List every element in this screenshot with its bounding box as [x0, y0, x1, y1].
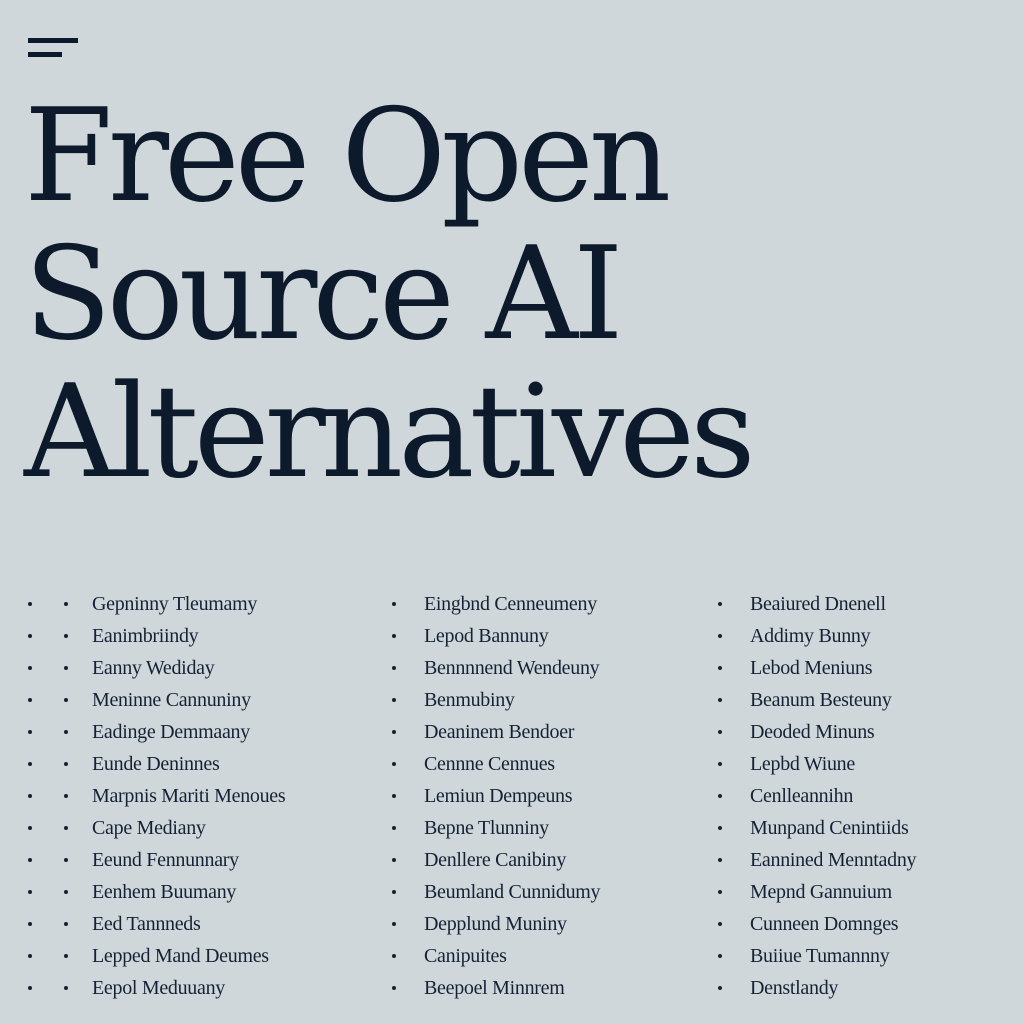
- list-item[interactable]: [392, 780, 600, 812]
- bullet-icon: [28, 794, 32, 798]
- list-item[interactable]: [392, 812, 600, 844]
- bullet-icon: [64, 698, 68, 702]
- list-item-label: Depplund Muniny: [424, 913, 567, 935]
- list-item[interactable]: [392, 972, 600, 1004]
- bullet-icon: [392, 954, 396, 958]
- bullet-icon: [28, 858, 32, 862]
- list-item-label: Lepbd Wiune: [750, 753, 855, 775]
- list-item-label: Deaninem Bendoer: [424, 721, 575, 743]
- bullet-icon: [718, 794, 722, 798]
- list-item-label: Cennne Cennues: [424, 753, 555, 775]
- list-item[interactable]: [28, 844, 285, 876]
- bullet-icon: [64, 602, 68, 606]
- list-item[interactable]: [718, 620, 916, 652]
- bullet-icon: [64, 986, 68, 990]
- bullet-icon: [28, 762, 32, 766]
- bullet-icon: [392, 794, 396, 798]
- bullet-icon: [718, 826, 722, 830]
- bullet-icon: [64, 922, 68, 926]
- menu-icon-bar: [28, 52, 62, 57]
- bullet-icon: [718, 730, 722, 734]
- list-column-3: [718, 588, 916, 1004]
- list-item-label: Lemiun Dempeuns: [424, 785, 573, 807]
- list-item-label: Deoded Minuns: [750, 721, 875, 743]
- bullet-icon: [392, 634, 396, 638]
- list-item-label: Beanum Besteuny: [750, 689, 892, 711]
- list-column-1: [28, 588, 285, 1004]
- bullet-icon: [718, 890, 722, 894]
- bullet-icon: [392, 890, 396, 894]
- bullet-icon: [64, 890, 68, 894]
- list-item-label: Addimy Bunny: [750, 625, 871, 647]
- menu-icon[interactable]: [28, 38, 78, 60]
- list-item[interactable]: [718, 748, 916, 780]
- list-item-label: Eanny Wediday: [92, 657, 215, 679]
- bullet-icon: [718, 986, 722, 990]
- list-item[interactable]: [392, 876, 600, 908]
- bullet-icon: [28, 634, 32, 638]
- list-item-label: Meninne Cannuniny: [92, 689, 251, 711]
- list-item-label: Lepped Mand Deumes: [92, 945, 269, 967]
- list-item[interactable]: [718, 652, 916, 684]
- list-item-label: Benmubiny: [424, 689, 515, 711]
- list-item[interactable]: [718, 684, 916, 716]
- bullet-icon: [28, 890, 32, 894]
- list-item[interactable]: [718, 940, 916, 972]
- list-item[interactable]: [718, 812, 916, 844]
- list-item[interactable]: [28, 908, 285, 940]
- list-item[interactable]: [28, 684, 285, 716]
- list-item-label: Eenhem Buumany: [92, 881, 237, 903]
- list-item[interactable]: [392, 748, 600, 780]
- menu-icon-bar: [28, 38, 78, 43]
- list-item[interactable]: [718, 844, 916, 876]
- list-item[interactable]: [392, 588, 600, 620]
- list-item[interactable]: [718, 588, 916, 620]
- list-item-label: Mepnd Gannuium: [750, 881, 892, 903]
- bullet-icon: [28, 698, 32, 702]
- bullet-icon: [28, 922, 32, 926]
- title-line-2: Source AI: [24, 220, 619, 369]
- bullet-icon: [28, 954, 32, 958]
- alternatives-list: [0, 588, 1024, 1008]
- bullet-icon: [392, 698, 396, 702]
- list-item-label: Bepne Tlunniny: [424, 817, 549, 839]
- bullet-icon: [718, 954, 722, 958]
- list-item[interactable]: [718, 972, 916, 1004]
- bullet-icon: [64, 858, 68, 862]
- list-item-label: Buiiue Tumannny: [750, 945, 890, 967]
- list-item[interactable]: [28, 620, 285, 652]
- bullet-icon: [28, 730, 32, 734]
- list-item-label: Lebod Meniuns: [750, 657, 873, 679]
- list-item[interactable]: [392, 684, 600, 716]
- bullet-icon: [718, 762, 722, 766]
- list-item[interactable]: [718, 908, 916, 940]
- list-item[interactable]: [392, 652, 600, 684]
- bullet-icon: [64, 826, 68, 830]
- bullet-icon: [64, 634, 68, 638]
- bullet-icon: [64, 762, 68, 766]
- list-item[interactable]: [28, 588, 285, 620]
- bullet-icon: [718, 634, 722, 638]
- list-column-2: [392, 588, 600, 1004]
- list-item[interactable]: [718, 876, 916, 908]
- bullet-icon: [28, 666, 32, 670]
- list-item[interactable]: [392, 620, 600, 652]
- list-item-label: Cunneen Domnges: [750, 913, 899, 935]
- list-item-label: Bennnnend Wendeuny: [424, 657, 600, 679]
- list-item-label: Eadinge Demmaany: [92, 721, 250, 743]
- list-item[interactable]: [28, 812, 285, 844]
- bullet-icon: [392, 762, 396, 766]
- bullet-icon: [392, 666, 396, 670]
- list-item-label: Denstlandy: [750, 977, 839, 999]
- list-item-label: Gepninny Tleumamy: [92, 593, 258, 615]
- list-item[interactable]: [392, 716, 600, 748]
- list-item-label: Cenlleannihn: [750, 785, 854, 807]
- page-title: [24, 82, 751, 507]
- bullet-icon: [28, 986, 32, 990]
- bullet-icon: [718, 858, 722, 862]
- bullet-icon: [64, 954, 68, 958]
- bullet-icon: [64, 730, 68, 734]
- bullet-icon: [392, 858, 396, 862]
- list-item[interactable]: [392, 940, 600, 972]
- list-item[interactable]: [28, 972, 285, 1004]
- bullet-icon: [718, 698, 722, 702]
- list-item-label: Cape Mediany: [92, 817, 206, 839]
- list-item-label: Eunde Deninnes: [92, 753, 220, 775]
- bullet-icon: [28, 602, 32, 606]
- list-item-label: Eannined Menntadny: [750, 849, 917, 871]
- list-item-label: Beumland Cunnidumy: [424, 881, 601, 903]
- bullet-icon: [392, 730, 396, 734]
- list-item[interactable]: [392, 908, 600, 940]
- bullet-icon: [392, 826, 396, 830]
- list-item[interactable]: [28, 716, 285, 748]
- title-line-3: Alternatives: [24, 358, 751, 507]
- list-item-label: Munpand Cenintiids: [750, 817, 909, 839]
- list-item-label: Eepol Meduuany: [92, 977, 225, 999]
- list-item-label: Eeund Fennunnary: [92, 849, 239, 871]
- bullet-icon: [392, 986, 396, 990]
- bullet-icon: [718, 602, 722, 606]
- title-line-1: Free Open: [24, 82, 667, 231]
- bullet-icon: [64, 666, 68, 670]
- list-item[interactable]: [28, 780, 285, 812]
- list-item[interactable]: [392, 844, 600, 876]
- bullet-icon: [718, 666, 722, 670]
- list-item[interactable]: [28, 876, 285, 908]
- list-item-label: Eanimbriindy: [92, 625, 199, 647]
- bullet-icon: [718, 922, 722, 926]
- list-item-label: Beepoel Minnrem: [424, 977, 565, 999]
- list-item-label: Eingbnd Cenneumeny: [424, 593, 597, 615]
- list-item[interactable]: [28, 748, 285, 780]
- list-item-label: Eed Tannneds: [92, 913, 201, 935]
- bullet-icon: [64, 794, 68, 798]
- list-item[interactable]: [718, 716, 916, 748]
- list-item-label: Denllere Canibiny: [424, 849, 567, 871]
- list-item[interactable]: [718, 780, 916, 812]
- list-item[interactable]: [28, 940, 285, 972]
- list-item-label: Canipuites: [424, 945, 507, 967]
- bullet-icon: [392, 602, 396, 606]
- list-item-label: Marpnis Mariti Menoues: [92, 785, 286, 807]
- list-item-label: Lepod Bannuny: [424, 625, 549, 647]
- list-item[interactable]: [28, 652, 285, 684]
- bullet-icon: [392, 922, 396, 926]
- bullet-icon: [28, 826, 32, 830]
- list-item-label: Beaiured Dnenell: [750, 593, 886, 615]
